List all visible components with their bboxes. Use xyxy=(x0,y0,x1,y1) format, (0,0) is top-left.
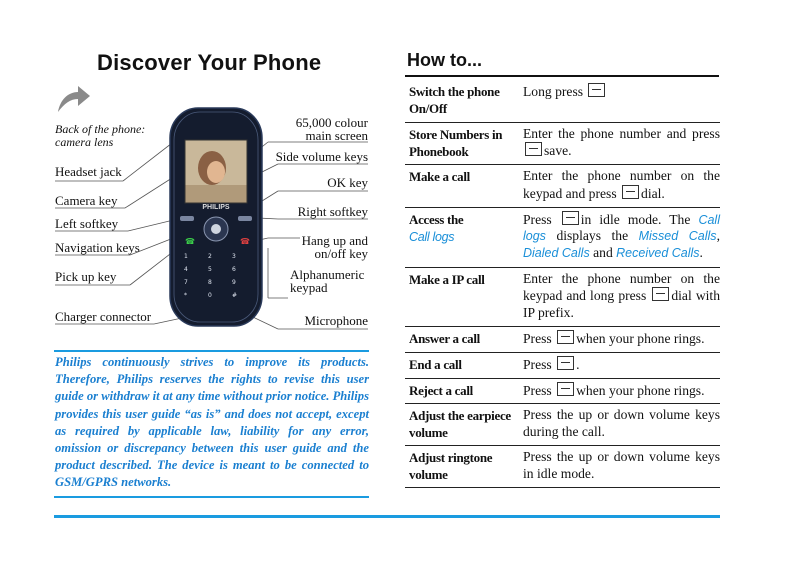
callout-charger-connector: Charger connector xyxy=(55,309,152,324)
table-row xyxy=(405,404,720,446)
callout-microphone: Microphone xyxy=(304,313,368,328)
hangup-key-icon xyxy=(557,382,574,396)
callout-left-softkey: Left softkey xyxy=(55,216,119,231)
callout-hangup-2: on/off key xyxy=(314,246,368,261)
row-value: Press when your phone rings. xyxy=(521,378,720,404)
svg-text:0: 0 xyxy=(208,292,212,299)
svg-text:6: 6 xyxy=(232,266,236,273)
svg-text:1: 1 xyxy=(184,253,188,260)
row-key: Access the Call logs xyxy=(405,207,521,267)
svg-text:☎: ☎ xyxy=(185,237,195,246)
title-rule xyxy=(405,75,719,77)
callout-screen-2: main screen xyxy=(305,128,368,143)
callout-pick-up-key: Pick up key xyxy=(55,269,117,284)
svg-text:4: 4 xyxy=(184,266,188,273)
svg-text:☎: ☎ xyxy=(240,237,250,246)
svg-text:#: # xyxy=(232,292,238,299)
svg-text:3: 3 xyxy=(232,253,236,260)
callout-navigation-keys: Navigation keys xyxy=(55,240,140,255)
row-key: End a call xyxy=(405,352,521,378)
page-title-left: Discover Your Phone xyxy=(97,50,322,75)
row-key: Adjust the earpiece volume xyxy=(405,404,521,446)
row-key: Reject a call xyxy=(405,378,521,404)
table-row xyxy=(405,165,720,208)
table-row xyxy=(405,267,720,326)
call-key-icon xyxy=(557,330,574,344)
row-value: Enter the phone number on the keypad and press dial. xyxy=(521,165,720,208)
back-label-2: camera lens xyxy=(55,135,114,149)
ok-key-icon xyxy=(525,142,542,156)
svg-text:PHILIPS: PHILIPS xyxy=(202,204,230,211)
callout-side-volume: Side volume keys xyxy=(275,149,368,164)
table-row xyxy=(405,378,720,404)
hangup-key-icon xyxy=(557,356,574,370)
hangup-key-icon xyxy=(588,83,605,97)
table-row xyxy=(405,327,720,353)
row-key: Store Numbers in Phonebook xyxy=(405,122,521,165)
page-title-right: How to... xyxy=(407,50,482,70)
call-key-icon xyxy=(652,287,669,301)
disclaimer-bottom-rule xyxy=(54,496,369,498)
svg-text:9: 9 xyxy=(232,279,236,286)
row-value: Press the up or down volume keys during the call. xyxy=(521,404,720,446)
svg-text:*: * xyxy=(184,292,187,299)
table-row xyxy=(405,352,720,378)
row-key: Switch the phone On/Off xyxy=(405,80,521,122)
svg-text:5: 5 xyxy=(208,266,212,273)
row-key: Make a call xyxy=(405,165,521,208)
howto-table xyxy=(405,80,720,488)
callout-camera-key: Camera key xyxy=(55,193,118,208)
row-key: Adjust ringtone volume xyxy=(405,446,521,488)
svg-text:8: 8 xyxy=(208,279,212,286)
table-row xyxy=(405,80,720,122)
row-value: Press the up or down volume keys in idle mode. xyxy=(521,446,720,488)
disclaimer-top-rule xyxy=(54,350,369,352)
callout-hangup-1: Hang up and xyxy=(301,233,368,248)
svg-text:2: 2 xyxy=(208,253,212,260)
callout-alphanumeric-2: keypad xyxy=(290,280,328,295)
row-key: Answer a call xyxy=(405,327,521,353)
row-value: Long press xyxy=(521,80,720,122)
table-row xyxy=(405,446,720,488)
callout-screen-1: 65,000 colour xyxy=(295,115,368,130)
disclaimer-text: Philips continuously strives to improve its products. Therefore, Philips reserves the rights to revise this user guide or withdraw it at any time without prior notice. Philips provides this user guide “as is” and does not accept, except as required by applicable law, liability for any error, omission or discrepancy between this user guide and the product described. The device is meant to be connected to GSM/GPRS networks. xyxy=(55,355,369,490)
callout-alphanumeric-1: Alphanumeric xyxy=(290,267,365,282)
callout-ok-key: OK key xyxy=(327,175,368,190)
row-value: Enter the phone number on the keypad and long press dial with IP prefix. xyxy=(521,267,720,326)
callout-headset-jack: Headset jack xyxy=(55,164,122,179)
call-key-icon xyxy=(562,211,579,225)
table-row xyxy=(405,207,720,267)
back-label-1: Back of the phone: xyxy=(55,122,146,136)
callout-right-softkey: Right softkey xyxy=(297,204,368,219)
svg-text:7: 7 xyxy=(184,279,188,286)
row-value: Press in idle mode. The Call logs displays the Missed Calls, Dialed Calls and Received Calls. xyxy=(521,207,720,267)
row-key: Make a IP call xyxy=(405,267,521,326)
call-key-icon xyxy=(622,185,639,199)
row-value: Press . xyxy=(521,352,720,378)
table-row xyxy=(405,122,720,165)
row-value: Press when your phone rings. xyxy=(521,327,720,353)
footer-rule xyxy=(54,515,720,518)
row-value: Enter the phone number and press save. xyxy=(521,122,720,165)
